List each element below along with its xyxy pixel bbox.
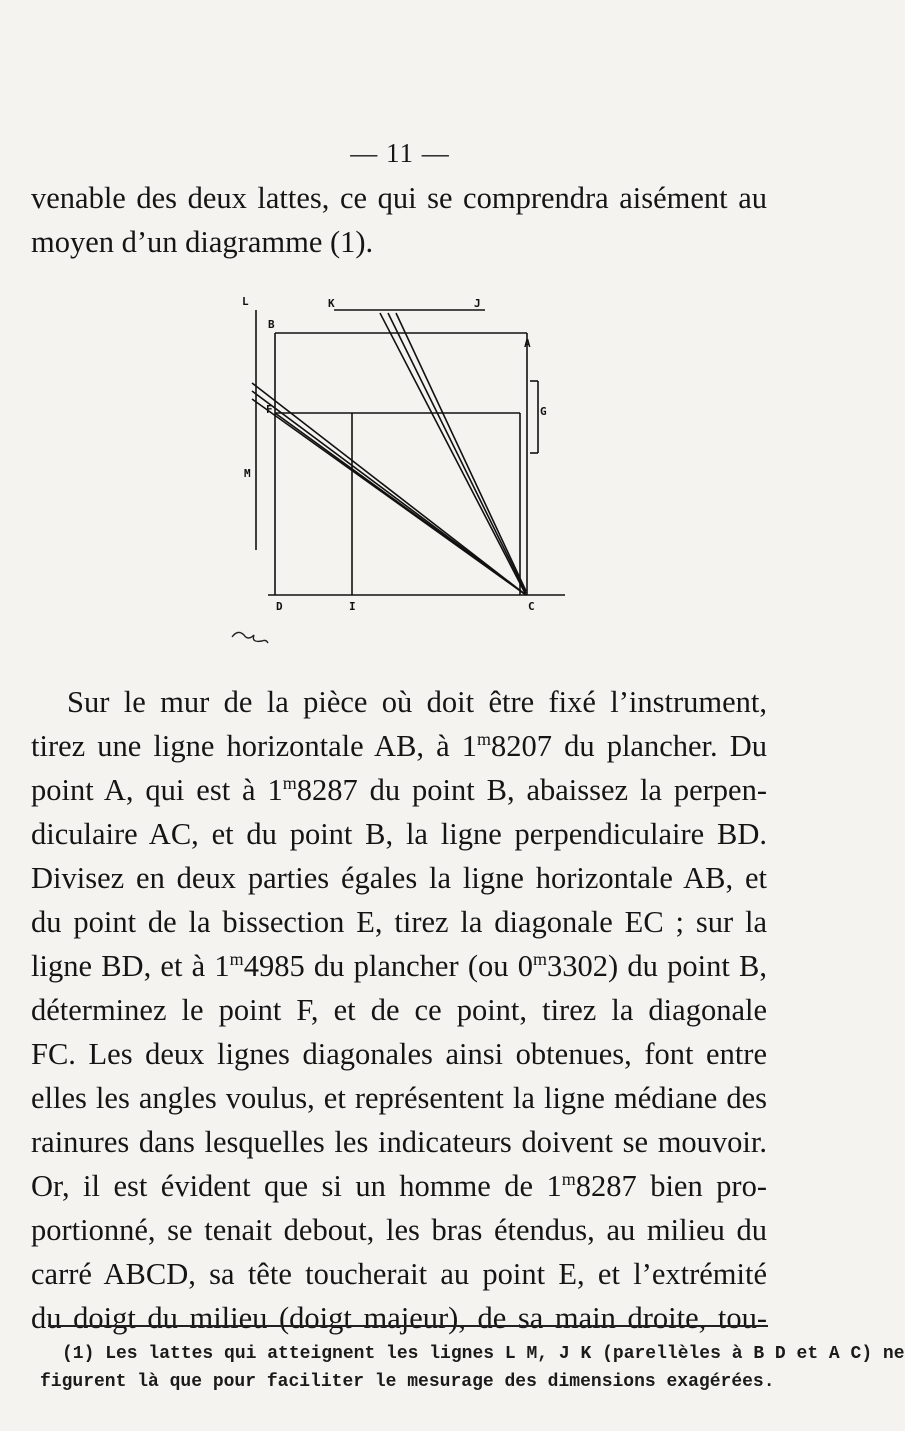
text-segment: 3302) du point B,	[547, 949, 767, 983]
text-line	[31, 988, 767, 1032]
text-line	[31, 1296, 767, 1340]
paragraph-main	[31, 680, 767, 1340]
text-line	[31, 1164, 767, 1208]
text-segment: point A, qui est à 1	[31, 773, 283, 807]
text-segment: 4985 du plancher (ou 0	[243, 949, 533, 983]
unit-superscript: m	[532, 949, 547, 969]
label-i: I	[349, 600, 356, 613]
ornament-icon	[232, 632, 268, 643]
diagonal-fc	[252, 383, 526, 595]
text-line	[31, 680, 767, 724]
text-line	[31, 812, 767, 856]
footnote-line: (1) Les lattes qui atteignent les lignes L M, J K (parellèles à B D et A C) ne	[62, 1344, 905, 1364]
text-line: venable des deux lattes, ce qui se comprendra aisément au	[31, 181, 767, 215]
unit-superscript: m	[282, 773, 297, 793]
text-line	[31, 900, 767, 944]
label-f: F	[266, 403, 273, 416]
unit-superscript: m	[229, 949, 244, 969]
footnote-line: figurent là que pour faciliter le mesurage des dimensions exagérées.	[40, 1372, 775, 1392]
text-segment: diculaire AC, et du point B, la ligne perpendiculaire BD.	[31, 817, 767, 851]
unit-superscript: m	[477, 729, 492, 749]
text-line: moyen d’un diagramme (1).	[31, 225, 374, 259]
label-g: G	[540, 405, 547, 418]
text-segment: du point de la bissection E, tirez la diagonale EC ; sur la	[31, 905, 767, 939]
text-segment: Sur le mur de la pièce où doit être fixé l’instrument,	[67, 685, 767, 719]
page-number: — 11 —	[350, 138, 450, 168]
text-segment: portionné, se tenait debout, les bras étendus, au milieu du	[31, 1213, 767, 1247]
text-segment: FC. Les deux lignes diagonales ainsi obtenues, font entre	[31, 1037, 767, 1071]
text-segment: du doigt du milieu (doigt majeur), de sa main droite, tou-	[31, 1301, 767, 1335]
text-line	[31, 768, 767, 812]
unit-superscript: m	[561, 1169, 576, 1189]
text-line	[31, 1120, 767, 1164]
text-line	[31, 1032, 767, 1076]
footnote	[40, 1340, 905, 1396]
text-segment: 8287 bien pro-	[575, 1169, 767, 1203]
paragraph-intro	[31, 176, 767, 264]
label-l: L	[242, 295, 249, 308]
label-c: C	[528, 600, 535, 613]
text-line	[31, 1252, 767, 1296]
text-segment: ligne BD, et à 1	[31, 949, 230, 983]
text-line	[31, 944, 767, 988]
text-line	[31, 856, 767, 900]
label-j: J	[474, 297, 481, 310]
label-m: M	[244, 467, 251, 480]
label-a: A	[524, 337, 531, 350]
text-segment: 8287 du point B, abaissez la perpen-	[296, 773, 767, 807]
text-segment: déterminez le point F, et de ce point, tirez la diagonale	[31, 993, 767, 1027]
text-line	[31, 1208, 767, 1252]
diagonal-ec	[380, 313, 526, 595]
text-segment: 8207 du plancher. Du	[491, 729, 767, 763]
text-segment: carré ABCD, sa tête toucherait au point E, et l’extrémité	[31, 1257, 767, 1291]
text-segment: Divisez en deux parties égales la ligne horizontale AB, et	[31, 861, 767, 895]
text-segment: rainures dans lesquelles les indicateurs doivent se mouvoir.	[31, 1125, 767, 1159]
text-segment: tirez une ligne horizontale AB, à 1	[31, 729, 478, 763]
text-segment: Or, il est évident que si un homme de 1	[31, 1169, 562, 1203]
footnote-rule	[48, 1325, 768, 1327]
text-segment: elles les angles voulus, et représentent la ligne médiane des	[31, 1081, 767, 1115]
label-d: D	[276, 600, 283, 613]
label-k: K	[328, 297, 335, 310]
geometric-diagram	[230, 285, 575, 665]
text-line	[31, 1076, 767, 1120]
label-b: B	[268, 318, 275, 331]
text-line	[31, 724, 767, 768]
